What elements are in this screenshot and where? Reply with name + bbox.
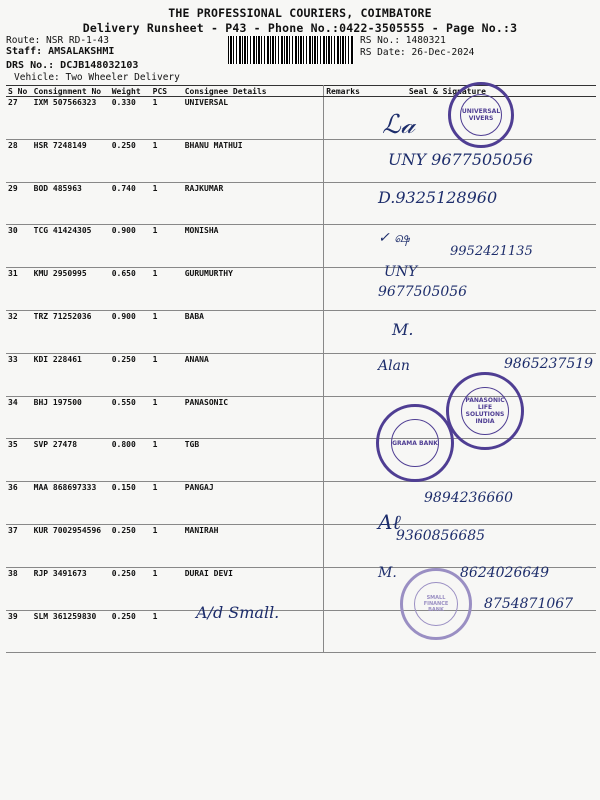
row-pcs: 1 — [151, 310, 183, 353]
handwritten-phone-30: 9952421135 — [450, 244, 533, 259]
row-consignee: PANASONIC — [183, 396, 324, 439]
row-remarks — [324, 268, 379, 311]
handwritten-mark-38: M. — [378, 565, 397, 581]
row-consignee: ANANA — [183, 353, 324, 396]
row-pcs: 1 — [151, 353, 183, 396]
row-consignment: MAA 868697333 — [32, 482, 110, 525]
handwritten-phone-39: 8754871067 — [484, 596, 574, 612]
panasonic-seal-stamp — [446, 372, 524, 450]
header-pcs: PCS — [151, 86, 183, 97]
rs-number: RS No.: 1480321 — [360, 35, 446, 46]
row-pcs: 1 — [151, 396, 183, 439]
table-row — [6, 310, 596, 353]
row-remarks — [324, 97, 379, 140]
row-weight: 0.250 — [110, 524, 151, 567]
row-weight: 0.800 — [110, 439, 151, 482]
row-remarks — [324, 310, 379, 353]
row-weight: 0.250 — [110, 353, 151, 396]
row-pcs: 1 — [151, 439, 183, 482]
header-sno: S No — [6, 86, 32, 97]
header-remarks: Remarks — [324, 86, 379, 97]
row-remarks — [324, 567, 379, 610]
row-consignee: UNIVERSAL — [183, 97, 324, 140]
staff-label: Staff: AMSALAKSHMI — [6, 46, 115, 57]
row-no: 27 — [6, 97, 32, 140]
row-no: 31 — [6, 268, 32, 311]
handwritten-phone-31: 9677505056 — [378, 284, 468, 300]
row-pcs: 1 — [151, 225, 183, 268]
handwritten-phone-38: 8624026649 — [460, 565, 550, 581]
table-row — [6, 610, 596, 653]
row-consignment: IXM 507566323 — [32, 97, 110, 140]
row-consignee: TGB — [183, 439, 324, 482]
row-pcs: 1 — [151, 482, 183, 525]
row-consignee: BABA — [183, 310, 324, 353]
row-no: 30 — [6, 225, 32, 268]
stamp-text: PANASONIC LIFE SOLUTIONS INDIA — [465, 397, 505, 425]
table-row — [6, 268, 596, 311]
row-remarks — [324, 225, 379, 268]
row-consignment: TCG 41424305 — [32, 225, 110, 268]
row-remarks — [324, 182, 379, 225]
row-pcs: 1 — [151, 268, 183, 311]
row-pcs: 1 — [151, 567, 183, 610]
row-remarks — [324, 610, 379, 653]
row-consignee: BHANU MATHUI — [183, 139, 324, 182]
row-no: 39 — [6, 610, 32, 653]
handwritten-phone-29: D.9325128960 — [378, 188, 498, 207]
grama-bank-seal-stamp — [376, 404, 454, 482]
row-no: 36 — [6, 482, 32, 525]
row-pcs: 1 — [151, 139, 183, 182]
runsheet-subtitle: Delivery Runsheet - P43 - Phone No.:0422-3505555 - Page No.:3 — [82, 21, 518, 35]
row-remarks — [324, 353, 379, 396]
row-pcs: 1 — [151, 610, 183, 653]
handwritten-signature-32: M. — [392, 320, 414, 339]
small-finance-bank-stamp — [400, 568, 472, 640]
row-remarks — [324, 439, 379, 482]
row-weight: 0.330 — [110, 97, 151, 140]
header-consignment: Consignment No — [32, 86, 110, 97]
handwritten-phone-36: 9894236660 — [424, 490, 514, 506]
row-no: 37 — [6, 524, 32, 567]
row-remarks — [324, 482, 379, 525]
row-consignment: KUR 7002954596 — [32, 524, 110, 567]
row-pcs: 1 — [151, 524, 183, 567]
handwritten-phone-28: UNY 9677505056 — [388, 150, 533, 169]
header-weight: Weight — [110, 86, 151, 97]
row-no: 28 — [6, 139, 32, 182]
signature-33: Alan — [378, 358, 410, 374]
row-consignment: TRZ 71252036 — [32, 310, 110, 353]
header-consignee: Consignee Details — [183, 86, 324, 97]
row-pcs: 1 — [151, 182, 183, 225]
row-weight: 0.740 — [110, 182, 151, 225]
row-consignment: BHJ 197500 — [32, 396, 110, 439]
row-consignee: PANGAJ — [183, 482, 324, 525]
row-consignee: MONISHA — [183, 225, 324, 268]
row-remarks — [324, 139, 379, 182]
route-label: Route: NSR RD-1-43 — [6, 35, 109, 46]
rs-date: RS Date: 26-Dec-2024 — [360, 47, 475, 58]
stamp-text: SMALL FINANCE BANK — [423, 595, 449, 613]
row-consignee: DURAI DEVI — [183, 567, 324, 610]
row-consignment: SLM 361259830 — [32, 610, 110, 653]
signature-30: ✓ ஷ — [378, 230, 410, 246]
row-remarks — [324, 396, 379, 439]
handwritten-phone-33: 9865237519 — [504, 356, 594, 372]
table-row — [6, 182, 596, 225]
handwritten-mark-31: UNY — [384, 264, 418, 280]
row-weight: 0.550 — [110, 396, 151, 439]
row-consignee: MANIRAH — [183, 524, 324, 567]
row-remarks — [324, 524, 379, 567]
runsheet-title: THE PROFESSIONAL COURIERS, COIMBATORE — [168, 6, 432, 20]
universal-seal-stamp — [448, 82, 514, 148]
row-consignment: KDI 228461 — [32, 353, 110, 396]
row-no: 29 — [6, 182, 32, 225]
row-consignment: RJP 3491673 — [32, 567, 110, 610]
table-row — [6, 524, 596, 567]
header-seal: Seal & Signature — [379, 86, 596, 97]
row-no: 33 — [6, 353, 32, 396]
row-consignee: GURUMURTHY — [183, 268, 324, 311]
barcode-image — [228, 36, 354, 64]
row-weight: 0.650 — [110, 268, 151, 311]
row-weight: 0.900 — [110, 310, 151, 353]
row-consignment: BOD 485963 — [32, 182, 110, 225]
stamp-text: UNIVERSAL VIVERS — [461, 108, 501, 122]
vehicle-label: Vehicle: Two Wheeler Delivery — [14, 72, 180, 83]
row-consignment: SVP 27478 — [32, 439, 110, 482]
stamp-text: GRAMA BANK — [392, 439, 438, 447]
handwritten-note-39: A/d Small. — [196, 603, 280, 622]
row-consignment: HSR 7248149 — [32, 139, 110, 182]
row-weight: 0.250 — [110, 139, 151, 182]
signature-37: Aℓ — [378, 510, 401, 534]
row-no: 35 — [6, 439, 32, 482]
row-pcs: 1 — [151, 97, 183, 140]
signature-27: ℒ𝒶 — [382, 110, 415, 140]
row-consignee: RAJKUMAR — [183, 182, 324, 225]
row-weight: 0.250 — [110, 567, 151, 610]
row-weight: 0.150 — [110, 482, 151, 525]
row-no: 34 — [6, 396, 32, 439]
row-consignment: KMU 2950995 — [32, 268, 110, 311]
row-no: 32 — [6, 310, 32, 353]
row-no: 38 — [6, 567, 32, 610]
row-weight: 0.900 — [110, 225, 151, 268]
handwritten-phone-37: 9360856685 — [396, 528, 486, 544]
table-row — [6, 439, 596, 482]
drs-label: DRS No.: DCJB148032103 — [6, 60, 139, 71]
row-weight: 0.250 — [110, 610, 151, 653]
